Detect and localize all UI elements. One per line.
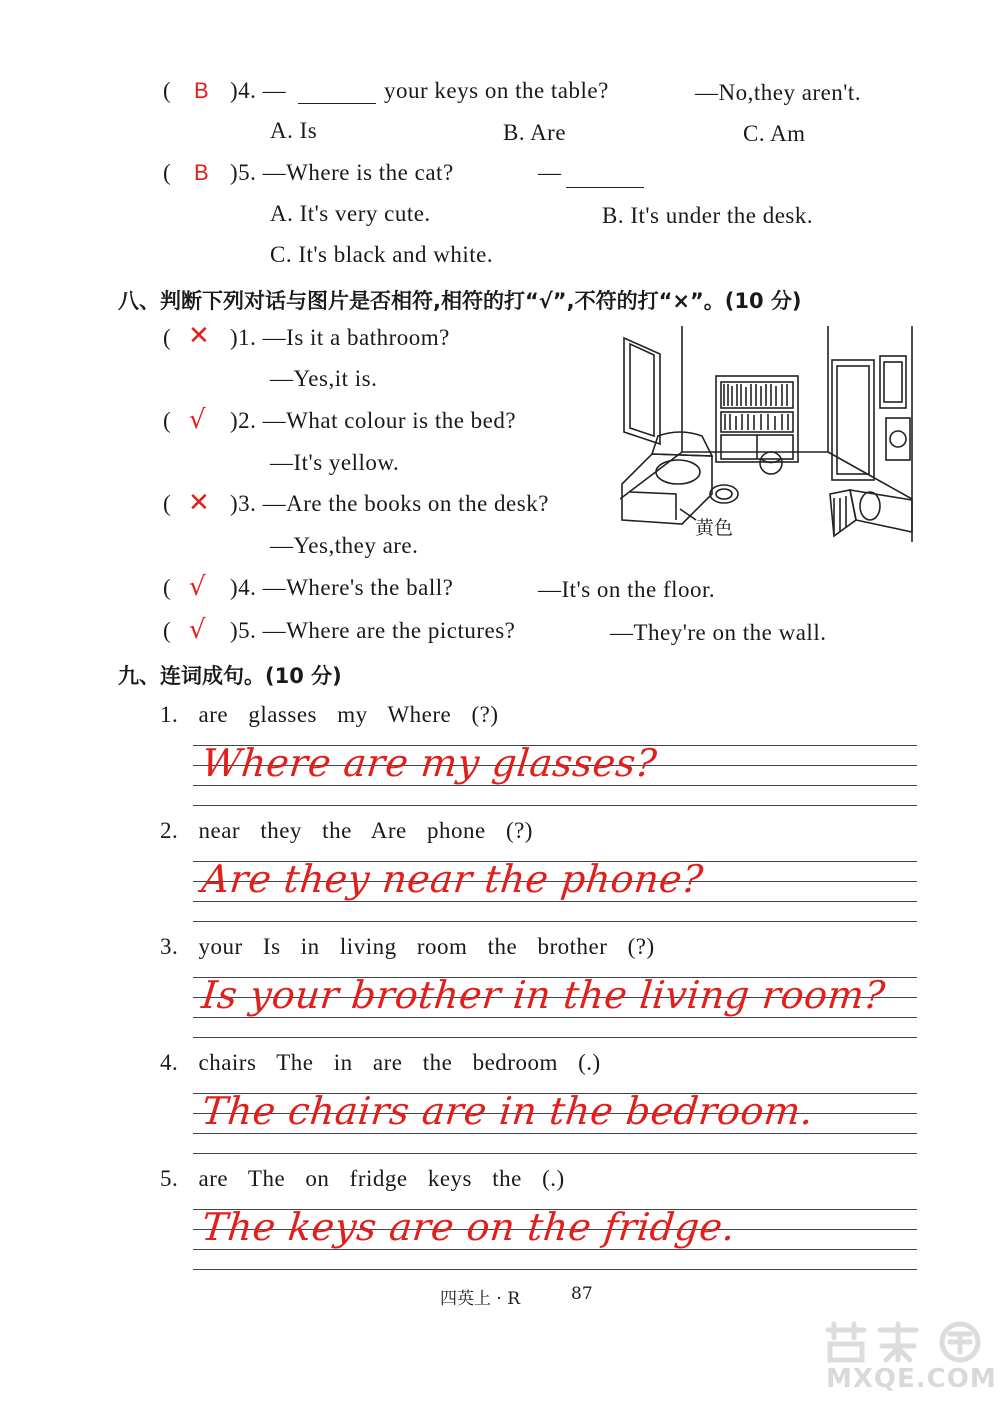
- option-a: A. It's very cute.: [270, 201, 431, 226]
- dialogue-question: )4. —Where's the ball?: [230, 575, 454, 600]
- dialogue-answer: —It's yellow.: [270, 450, 400, 475]
- open-paren: (: [163, 408, 171, 433]
- option-c: C. It's black and white.: [270, 242, 494, 267]
- page-number: 87: [571, 1284, 593, 1304]
- open-paren: (: [163, 618, 171, 643]
- scrambled-words: 4. chairs The in are the bedroom (.): [160, 1050, 601, 1075]
- option-a: A. Is: [270, 118, 318, 143]
- scrambled-words: 3. your Is in living room the brother (?): [160, 934, 655, 959]
- footer-book-code: 四英上 · R: [440, 1289, 521, 1309]
- wrong-mark: ✕: [188, 321, 210, 351]
- check-mark: √: [189, 405, 206, 435]
- dialogue-question: )2. —What colour is the bed?: [230, 408, 517, 433]
- open-paren: (: [163, 491, 171, 516]
- dialogue-answer: —Yes,they are.: [270, 533, 419, 558]
- answer-letter: B: [194, 78, 209, 103]
- option-b: B. It's under the desk.: [602, 203, 814, 228]
- open-paren: (: [163, 160, 171, 185]
- option-c: C. Am: [743, 121, 806, 146]
- wrong-mark: ✕: [188, 488, 210, 518]
- open-paren: (: [163, 78, 171, 103]
- section-9-heading: 九、连词成句。(10 分): [118, 664, 342, 688]
- check-mark: √: [189, 572, 206, 602]
- dialogue-answer: —They're on the wall.: [610, 620, 827, 645]
- picture-color-label: 黄色: [695, 517, 734, 539]
- open-paren: (: [163, 325, 171, 350]
- open-paren: (: [163, 575, 171, 600]
- handwritten-answer: Where are my glasses?: [199, 741, 660, 785]
- question-prompt: )5. —Where is the cat?: [230, 160, 454, 185]
- section-8-heading: 八、判断下列对话与图片是否相符,相符的打“√”,不符的打“×”。(10 分): [118, 289, 802, 313]
- bedroom-picture: [620, 324, 920, 542]
- reply-dash: —: [538, 160, 562, 185]
- watermark-text: MXQE.COM: [826, 1364, 997, 1394]
- answer-blank: [298, 79, 376, 104]
- dialogue-answer: —It's on the floor.: [538, 577, 716, 602]
- question-prompt: )4. —: [230, 78, 287, 103]
- watermark-logo-icon: [820, 1320, 990, 1364]
- scrambled-words: 1. are glasses my Where (?): [160, 702, 499, 727]
- answer-blank: [566, 163, 644, 188]
- handwritten-answer: The keys are on the fridge.: [199, 1205, 738, 1249]
- question-reply: —No,they aren't.: [695, 80, 862, 105]
- answer-letter: B: [194, 160, 209, 185]
- question-rest: your keys on the table?: [384, 78, 609, 103]
- handwritten-answer: The chairs are in the bedroom.: [199, 1089, 816, 1133]
- dialogue-question: )5. —Where are the pictures?: [230, 618, 516, 643]
- dialogue-question: )3. —Are the books on the desk?: [230, 491, 549, 516]
- handwritten-answer: Is your brother in the living room?: [199, 973, 888, 1017]
- dialogue-answer: —Yes,it is.: [270, 366, 378, 391]
- dialogue-question: )1. —Is it a bathroom?: [230, 325, 450, 350]
- site-watermark: [820, 1320, 997, 1395]
- handwritten-answer: Are they near the phone?: [199, 857, 706, 901]
- scrambled-words: 5. are The on fridge keys the (.): [160, 1166, 565, 1191]
- option-b: B. Are: [503, 120, 567, 145]
- check-mark: √: [189, 615, 206, 645]
- scrambled-words: 2. near they the Are phone (?): [160, 818, 533, 843]
